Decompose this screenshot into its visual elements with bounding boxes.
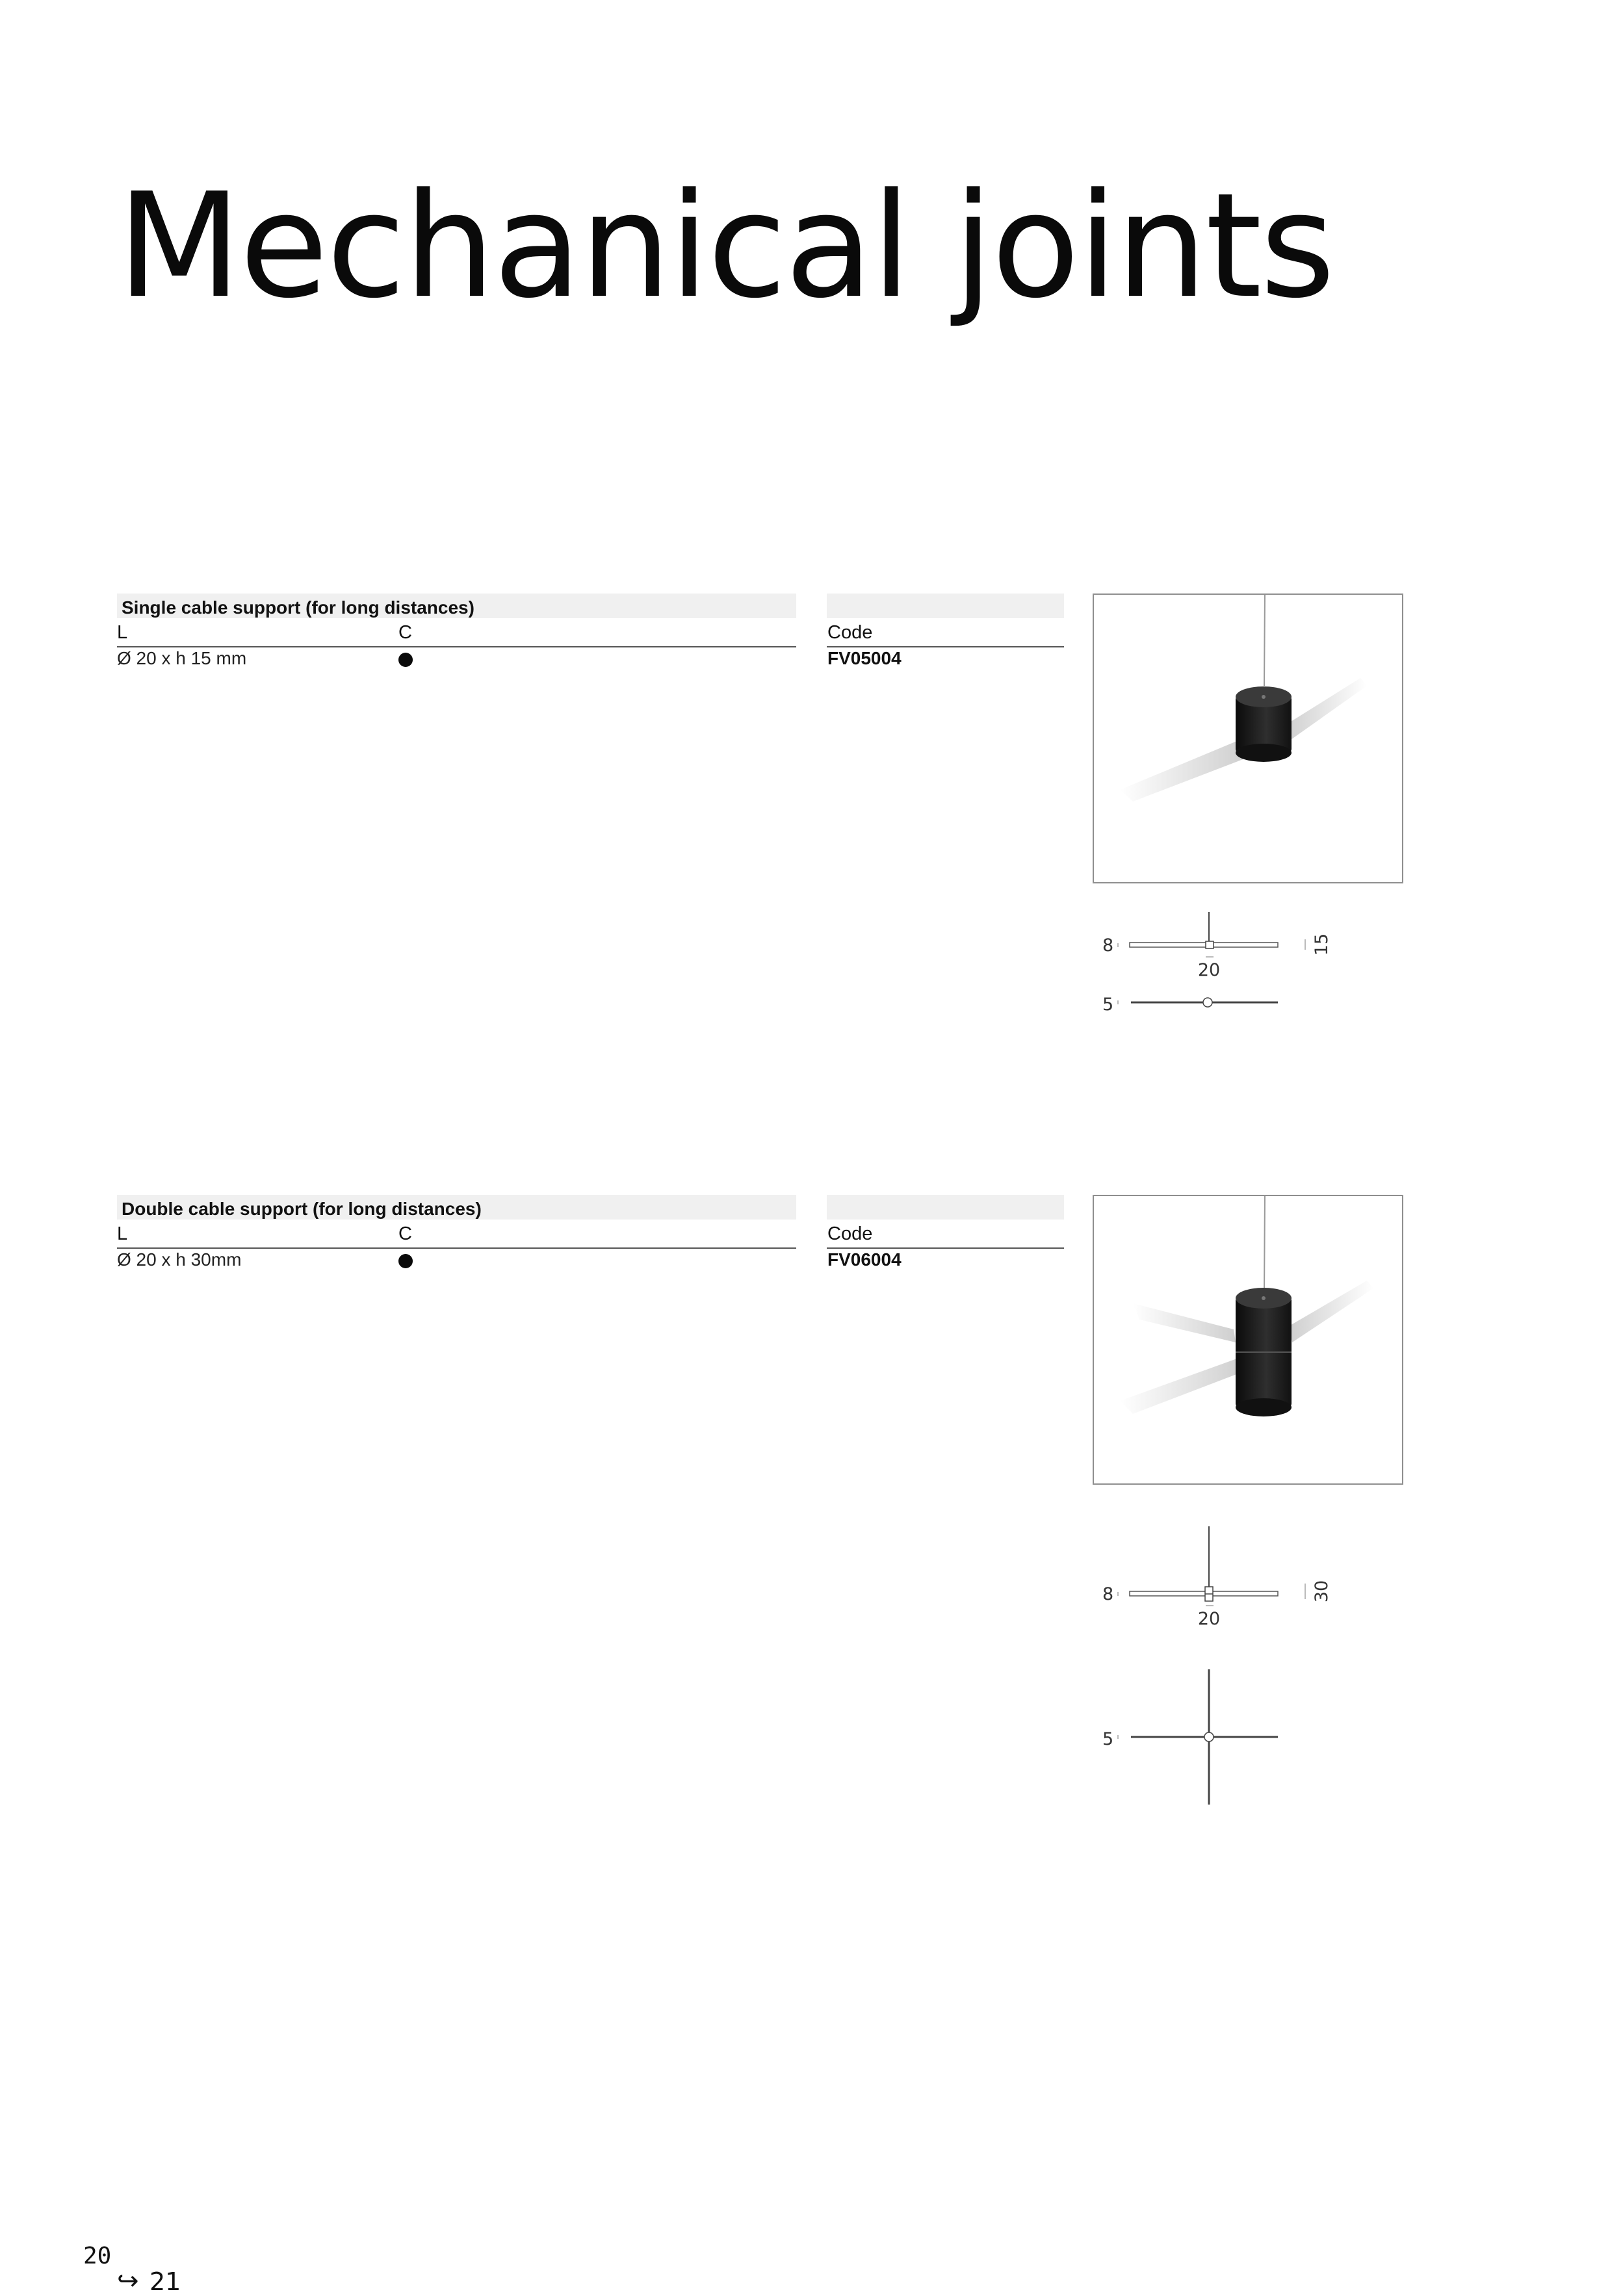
column-label-length: L: [117, 622, 128, 643]
dim-label-diameter: 20: [1197, 1609, 1221, 1629]
code-header-bar: [827, 1195, 1064, 1220]
dim-label-base-width: 5: [1102, 1729, 1114, 1749]
code-rule: [827, 1247, 1064, 1249]
product-header-bar: [117, 1195, 796, 1220]
dimensions-value: Ø 20 x h 15 mm: [117, 648, 247, 668]
colour-swatch-black: [398, 653, 413, 667]
column-label-length: L: [117, 1223, 128, 1244]
column-label-code: Code: [827, 1223, 873, 1244]
table-rule: [117, 646, 796, 647]
dimensions-value: Ø 20 x h 30mm: [117, 1249, 242, 1270]
dim-label-arm-width: 8: [1102, 935, 1114, 956]
dim-label-arm-width: 8: [1102, 1584, 1114, 1604]
table-rule: [117, 1247, 796, 1249]
product-photo-double: [1093, 1195, 1403, 1485]
code-header-bar: [827, 594, 1064, 618]
colour-swatch-black: [398, 1254, 413, 1268]
product-title: Single cable support (for long distances): [122, 597, 474, 618]
product-photo-single: [1093, 594, 1403, 883]
product-header-bar: [117, 594, 796, 618]
product-section-single: [0, 594, 1623, 1179]
column-label-code: Code: [827, 622, 873, 643]
column-label-colour: C: [398, 1223, 412, 1244]
column-label-colour: C: [398, 622, 412, 643]
dim-label-height: 30: [1312, 1580, 1332, 1603]
technical-drawing-double: [1079, 1526, 1339, 1812]
code-rule: [827, 646, 1064, 647]
next-page-link[interactable]: 21: [149, 2267, 181, 2296]
product-code: FV06004: [827, 1249, 902, 1270]
dim-label-height: 15: [1312, 933, 1332, 956]
page-title: Mechanical joints: [117, 163, 1334, 330]
dim-label-base-width: 5: [1102, 995, 1114, 1015]
technical-drawing-single: [1079, 912, 1339, 1029]
product-section-double: [0, 1195, 1623, 1780]
single-cable-support-image: [1094, 595, 1402, 882]
double-cable-support-image: [1094, 1196, 1402, 1483]
return-arrow-icon: ↪: [117, 2266, 139, 2296]
product-code: FV05004: [827, 648, 902, 668]
page-number: 20: [83, 2243, 112, 2269]
product-title: Double cable support (for long distances): [122, 1199, 482, 1219]
dim-label-diameter: 20: [1197, 960, 1221, 980]
